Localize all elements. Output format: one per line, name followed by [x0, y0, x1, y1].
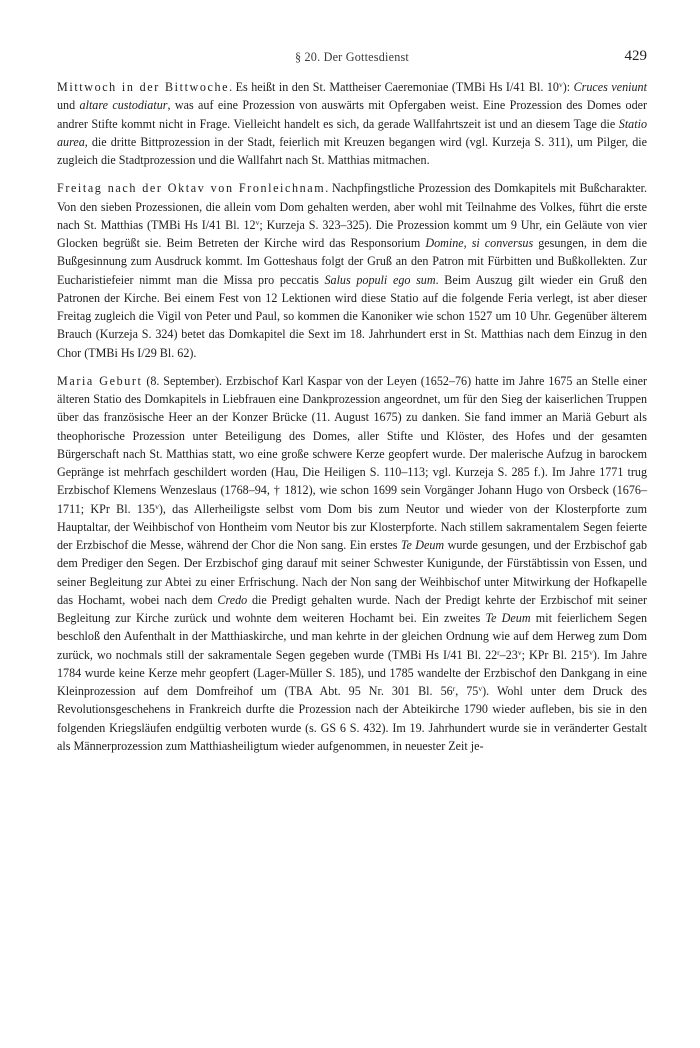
text-run: , was auf eine Prozession von auswärts mit Opfergaben weist. Eine Prozession des Domes oder andrer Stifte kommt nicht in Frage. Vielleicht handelt es sich, da gerade Wallfahrtszeit ist und an diesem Tage die: [57, 98, 648, 131]
page-number: 429: [624, 48, 647, 64]
document-page: [57, 44, 647, 755]
running-header: [57, 44, 647, 68]
italic-term: Credo: [217, 592, 248, 607]
text-run: , die dritte Bittprozession in der Stadt, feierlich mit Kreuzen begangen wird (vgl. Kurzeja S. 311), um Pilger, die zugleich die Stadtprozession und die Wallfahrt nach St. Matthias mitmachen.: [57, 134, 647, 167]
text-run: ), das Allerheiligste selbst vom Dom bis zum Neutor und wieder von der Klosterpforte zum Hauptaltar, der Weihbischof von Hontheim vom Neutor bis zur Klosterpforte. Nach stillem sakramentalem Segen feierte der Erzbischof die Messe, während der Chor die Non sang. Ein erstes: [57, 501, 647, 552]
paragraph-fronleichnam: [57, 179, 647, 362]
superscript: v: [155, 501, 159, 511]
text-run: . Es heißt in den St. Mattheiser Caeremoniae (TMBi Hs I/41 Bl. 10: [229, 80, 559, 94]
text-run: wurde gesungen, und der Erzbischof gab dem Prediger den Segen. Der Erzbischof ging darauf mit seiner Schwester Kunigunde, der Fürstäbtissin von Essen, und seiner Begleitung zur Abtei zu einer Erfrischung. Nach der Non sang der Weihbischof unter Mitwirkung der Hofkapelle das Hochamt, wobei nach dem: [57, 538, 648, 607]
text-run: gesungen, in dem die Bußgesinnung zum Ausdruck kommt. Im Gotteshaus folgt der Gruß an den Patron mit Fürbitten und Bußkollekten. Zur Eucharistiefeier nimmt man die Missa pro peccatis: [57, 236, 647, 287]
paragraph-maria-geburt: [57, 372, 647, 755]
text-run: . Nachpfingstliche Prozession des Domkapitels mit Bußcharakter. Von den sieben Prozessionen, die allein vom Dom gehalten werden, aber wohl mit Teilnahme des Volkes, führt die erste nach St. Matthias (TMBi Hs I/41 Bl. 12: [57, 181, 647, 232]
italic-term: Cruces veniunt: [573, 80, 647, 94]
text-run: ). Wohl unter dem Druck des Revolutionsgeschehens in Frankreich durfte die Prozession nach der Abteikirche 1790 wieder aufleben, bis sie in den folgenden Kriegsläufen endgültig verboten wurde (s. GS 6 S. 432). Im 19. Jahrhundert wurde sie in veränderter Gestalt als Männerprozession zum Matthiasheiligtum wieder aufgenommen, in neuester Zeit je-: [57, 684, 647, 753]
text-run: ; KPr Bl. 215: [521, 647, 590, 662]
italic-term: altare custodiatur: [79, 98, 168, 113]
running-head-title: § 20. Der Gottesdienst: [294, 50, 410, 64]
italic-term: Statio aurea: [57, 116, 647, 149]
superscript: r: [497, 647, 500, 657]
paragraph-lead: Maria Geburt: [57, 373, 143, 388]
text-run: –23: [499, 647, 518, 662]
italic-term: Te Deum: [400, 538, 445, 552]
superscript: r: [452, 684, 456, 693]
text-run: die Predigt gehalten wurde. Nach der Predigt kehrte der Erzbischof mit seiner Begleitung zur Kirche zurück und wohnte dem weiteren Hochamt bei. Ein zweites: [57, 592, 647, 625]
text-run: (8. September). Erzbischof Karl Kaspar von der Leyen (1652–76) hatte im Jahre 1675 an Stelle einer älteren Statio des Domkapitels in Liebfrauen eine Dankprozession angeordnet, um für den Sieg der kaiserlichen Truppen über das französische Heer an der Konzer Brücke (11. August 1675) zu danken. Sie fand immer an Mariä Geburt als theophorische Prozession unter Beteiligung des Domes, aller Stifte und Klöster, des Hofes und der gesamten Bürgerschaft nach St. Matthias statt, wo eine große schwere Kerze geopfert wurde. Der malerische Aufzug in barockem Gepränge ist mehrfach geschildert worden (Hau, Die Heiligen S. 110–113; vgl. Kurzeja S. 285 f.). Im Jahre 1771 trug Erzbischof Klemens Wenzeslaus (1768–94, † 1812), wie schon 1699 sein Vorgänger Johann Hugo von Orsbeck (1676–1711; KPr Bl. 135: [57, 373, 647, 516]
italic-term: Salus populi ego sum: [324, 272, 436, 287]
superscript: v: [517, 647, 522, 657]
paragraph-lead: Mittwoch in der Bittwoche: [57, 80, 230, 94]
superscript: v: [478, 684, 483, 693]
italic-term: Domine, si conversus: [425, 236, 534, 250]
paragraph-bittwoche: [57, 78, 647, 169]
text-run: . Beim Auszug gilt wieder ein Gruß den Patronen der Kirche. Bei einem Fest von 12 Lektionen wird diese Statio auf die folgende Feria verlegt, ist aber dieser Freitag zugleich die Vigil von Peter und Paul, so kommen die Kanoniker wie schon 1527 um 10 Uhr. Gegenüber älterem Brauch (Kurzeja S. 324) betet das Domkapitel die Sext im 18. Jahrhundert erst in St. Matthias nach dem Einzug in den Chor (TMBi Hs I/29 Bl. 62).: [57, 272, 647, 360]
superscript: v: [589, 647, 593, 657]
text-run: ; Kurzeja S. 323–325). Die Prozession kommt um 9 Uhr, ein Geläute von vier Glocken begrüßt sie. Beim Betreten der Kirche wird das Responsorium: [57, 217, 647, 250]
text-run: ). Im Jahre 1784 wurde keine Kerze mehr geopfert (Lager-Müller S. 185), und 1785 wandelte der Erzbischof den Dankgang in eine Kleinprozession auf dem Domfreihof um (TBA Abt. 95 Nr. 301 Bl. 56: [57, 647, 647, 698]
italic-term: Te Deum: [485, 611, 531, 625]
text-run: ):: [562, 80, 574, 94]
paragraph-lead: Freitag nach der Oktav von Fronleichnam: [57, 181, 326, 196]
text-run: , 75: [455, 684, 479, 698]
superscript: v: [558, 80, 563, 89]
text-run: und: [57, 98, 80, 113]
superscript: v: [255, 217, 260, 227]
text-run: mit feierlichem Segen beschloß den Aufenthalt in der Matthiaskirche, und man kehrte in der gleichen Ordnung wie auf dem Herweg zum Dom zurück, wo nochmals still der sakramentale Segen gegeben wurde (TMBi Hs I/41 Bl. 22: [57, 611, 648, 662]
